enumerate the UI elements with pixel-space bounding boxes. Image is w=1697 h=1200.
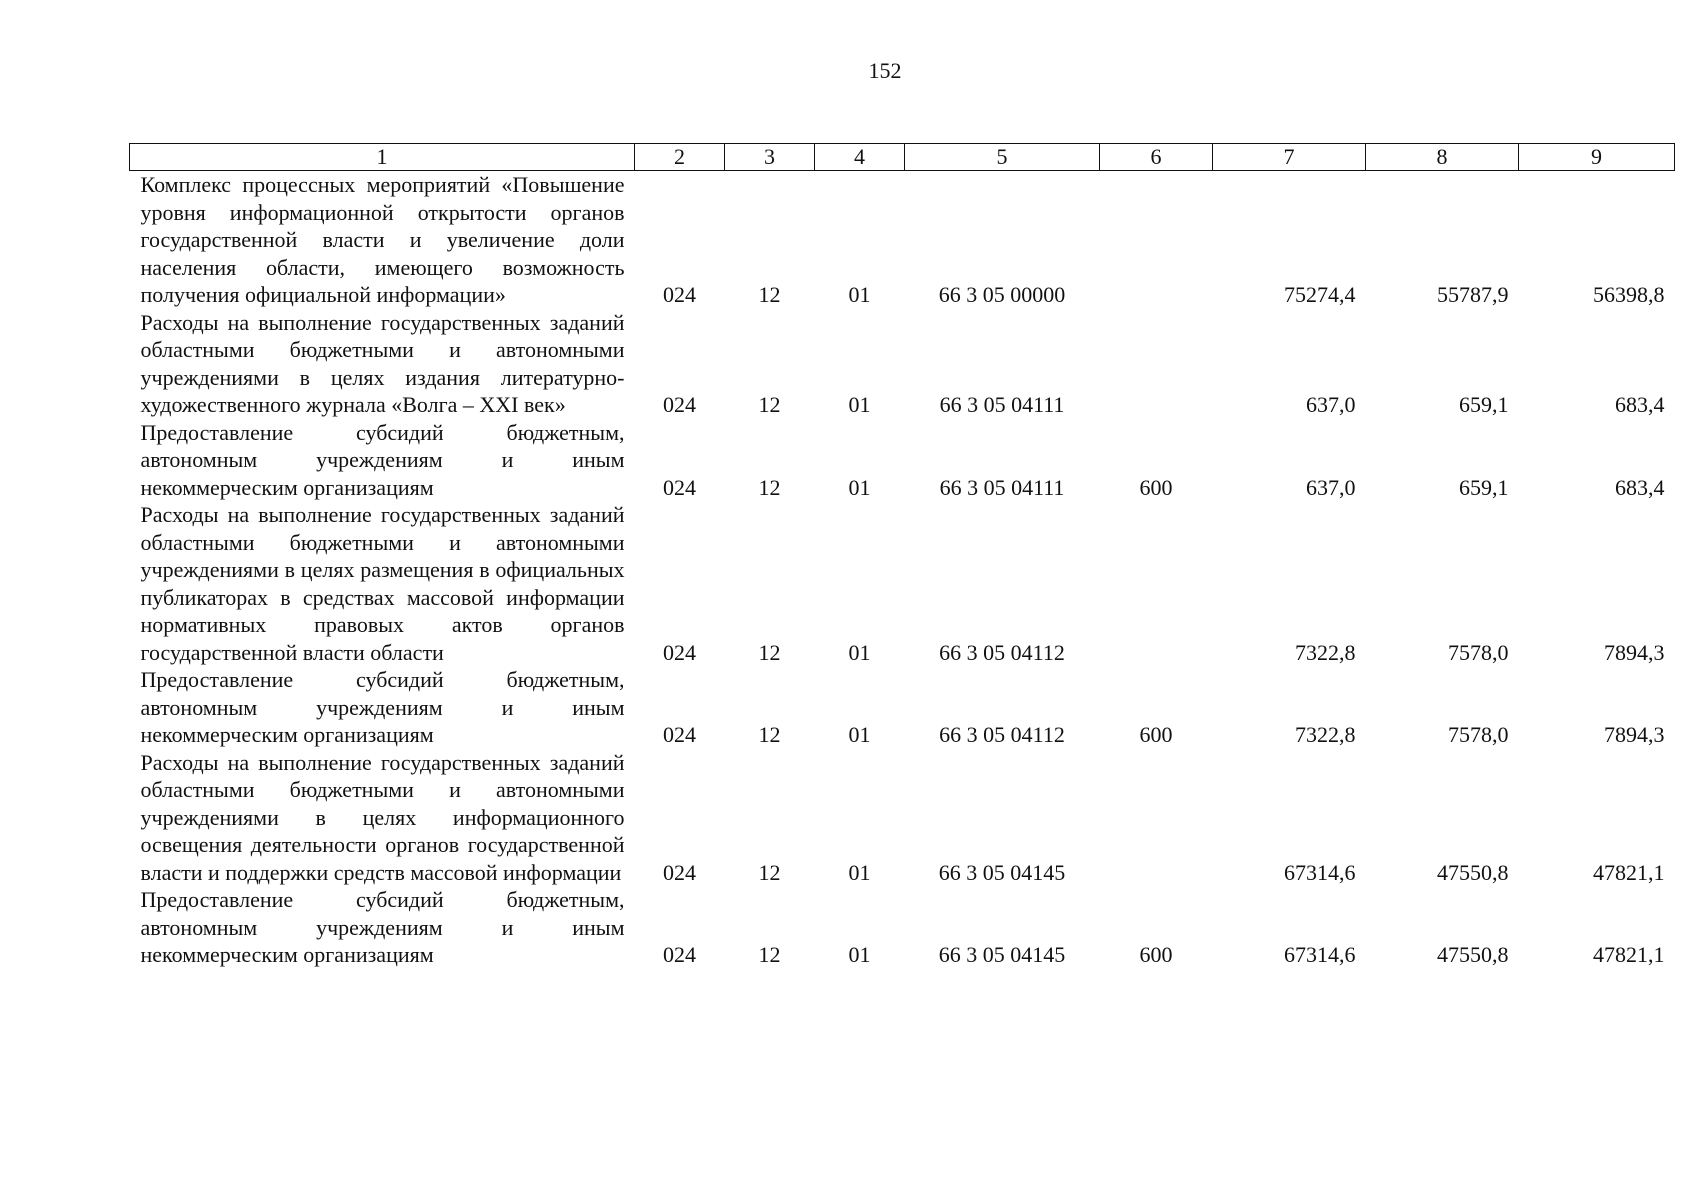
row-value-9: 56398,8 (1593, 282, 1665, 307)
row-section: 12 (758, 392, 781, 417)
header-col-6: 6 (1100, 144, 1213, 171)
row-description: Комплекс процессных мероприятий «Повышение уровня информационной открытости органов государственной власти и увеличение доли населения области, имеющего возможность получения официальной информации» (140, 172, 625, 307)
row-target-article: 66 3 05 04112 (939, 722, 1065, 747)
row-target-article: 66 3 05 04111 (939, 474, 1065, 500)
row-ministry: 024 (663, 942, 696, 967)
row-value-8: 55787,9 (1437, 282, 1509, 307)
row-target-article: 66 3 05 04111 (939, 392, 1065, 417)
row-section: 12 (758, 474, 781, 500)
row-ministry: 024 (663, 639, 696, 665)
page-number: 152 (868, 58, 902, 83)
row-subsection: 01 (848, 859, 871, 885)
table-row (130, 419, 1675, 502)
row-expense-type (1100, 309, 1213, 419)
row-section: 12 (758, 722, 781, 747)
row-subsection: 01 (848, 474, 871, 500)
row-value-9: 47821,1 (1593, 859, 1665, 885)
row-description: Расходы на выполнение государственных заданий областными бюджетными и автономными учреждениями в целях размещения в официальных публикаторах в средствах массовой информации нормативных правовых актов органов государственной власти области (140, 502, 625, 665)
row-subsection: 01 (848, 942, 871, 967)
row-ministry: 024 (663, 859, 696, 885)
table-body (130, 171, 1675, 969)
table-row (130, 501, 1675, 666)
header-row (130, 144, 1675, 171)
row-description: Предоставление субсидий бюджетным, автономным учреждениям и иным некоммерческим организациям (140, 887, 625, 967)
row-value-7: 637,0 (1306, 474, 1356, 500)
row-subsection: 01 (848, 639, 871, 665)
row-value-8: 47550,8 (1437, 859, 1509, 885)
row-section: 12 (758, 282, 781, 307)
row-value-7: 637,0 (1306, 392, 1356, 417)
row-value-9: 47821,1 (1593, 942, 1665, 967)
header-col-9: 9 (1519, 144, 1675, 171)
row-value-9: 7894,3 (1604, 639, 1665, 665)
row-value-7: 67314,6 (1284, 859, 1356, 885)
table-row (130, 309, 1675, 419)
row-value-7: 75274,4 (1284, 282, 1356, 307)
table-row (130, 749, 1675, 887)
row-value-9: 7894,3 (1604, 722, 1665, 747)
table-header (130, 144, 1675, 171)
row-expense-type (1100, 171, 1213, 309)
row-section: 12 (758, 859, 781, 885)
row-section: 12 (758, 942, 781, 967)
row-value-8: 659,1 (1459, 474, 1509, 500)
row-target-article: 66 3 05 04145 (938, 859, 1066, 885)
row-ministry: 024 (663, 722, 696, 747)
row-value-8: 659,1 (1459, 392, 1509, 417)
row-value-7: 7322,8 (1295, 639, 1356, 665)
header-col-8: 8 (1366, 144, 1519, 171)
row-ministry: 024 (663, 392, 696, 417)
row-expense-type: 600 (1139, 942, 1173, 967)
header-col-7: 7 (1213, 144, 1366, 171)
header-col-4: 4 (815, 144, 905, 171)
row-target-article: 66 3 05 04112 (939, 639, 1065, 665)
row-value-8: 47550,8 (1437, 942, 1509, 967)
row-value-8: 7578,0 (1448, 722, 1509, 747)
row-subsection: 01 (848, 392, 871, 417)
row-description: Предоставление субсидий бюджетным, автономным учреждениям и иным некоммерческим организациям (140, 667, 625, 747)
budget-table (129, 143, 1675, 969)
row-target-article: 66 3 05 00000 (938, 282, 1066, 307)
row-expense-type (1100, 501, 1213, 666)
table-row (130, 171, 1675, 309)
row-subsection: 01 (848, 282, 871, 307)
row-value-9: 683,4 (1615, 392, 1665, 417)
table-row (130, 666, 1675, 749)
row-ministry: 024 (663, 474, 696, 500)
table-row (130, 886, 1675, 969)
row-value-8: 7578,0 (1448, 639, 1509, 665)
header-col-3: 3 (725, 144, 815, 171)
row-section: 12 (758, 639, 781, 665)
row-subsection: 01 (848, 722, 871, 747)
row-target-article: 66 3 05 04145 (938, 942, 1066, 967)
row-value-9: 683,4 (1615, 474, 1665, 500)
header-col-2: 2 (635, 144, 725, 171)
row-expense-type (1100, 749, 1213, 887)
row-value-7: 7322,8 (1295, 722, 1356, 747)
header-col-5: 5 (905, 144, 1100, 171)
row-expense-type: 600 (1139, 722, 1173, 747)
row-description: Предоставление субсидий бюджетным, автономным учреждениям и иным некоммерческим организациям (140, 419, 625, 500)
row-description: Расходы на выполнение государственных заданий областными бюджетными и автономными учреждениями в целях информационного освещения деятельности органов государственной власти и поддержки средств массовой информации (140, 749, 625, 885)
header-col-1: 1 (130, 144, 635, 171)
row-description: Расходы на выполнение государственных заданий областными бюджетными и автономными учреждениями в целях издания литературно-художественного журнала «Волга – XXI век» (140, 309, 625, 417)
row-ministry: 024 (663, 282, 696, 307)
row-expense-type: 600 (1139, 474, 1173, 500)
row-value-7: 67314,6 (1284, 942, 1356, 967)
